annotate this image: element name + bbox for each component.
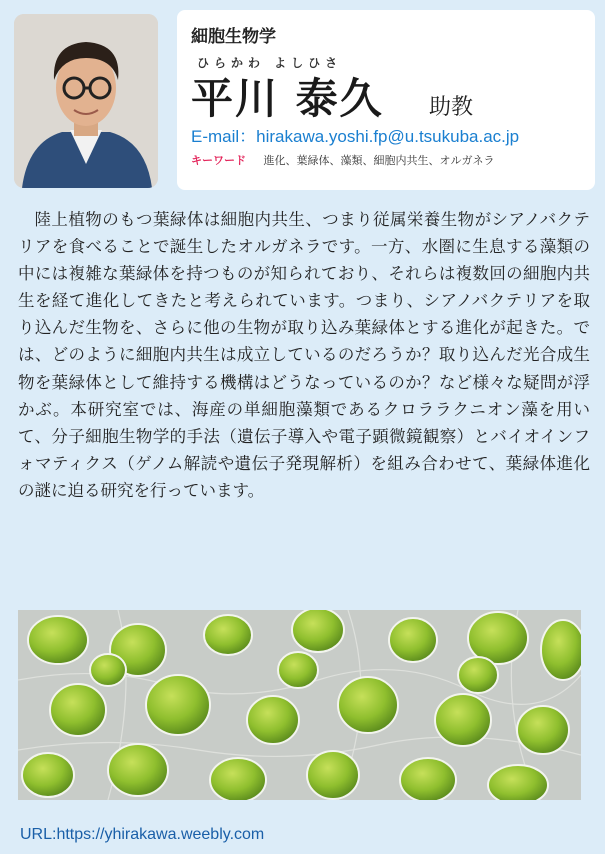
position-title: 助教 [429, 95, 474, 120]
profile-card [177, 10, 595, 190]
research-description: 陸上植物のもつ葉緑体は細胞内共生、つまり従属栄養生物がシアノバクテリアを食べることで誕生したオルガネラです。一方、水圏に生息する藻類の中には複雑な葉緑体を持つものが知られており、それらは複数回の細胞内共生を経て進化してきたと考えられています。つまり、シアノバクテリアを取り込んだ生物を、さらに他の生物が取り込み葉緑体とする進化が起きた。では、どのように細胞内共生は成立しているのだろうか？取り込んだ光合成生物を葉緑体として維持する機構はどうなっているのか？など様々な疑問が浮かぶ。本研究室では、海産の単細胞藻類であるクロララクニオン藻を用いて、分子細胞生物学的手法（遺伝子導入や電子顕微鏡観察）とバイオインフォマティクス（ゲノム解読や遺伝子発現解析）を組み合わせて、葉緑体進化の謎に迫る研究を行っています。 [18, 210, 590, 500]
research-field: 細胞生物学 [191, 27, 276, 47]
email-address[interactable]: E-mail：hirakawa.yoshi.fp@u.tsukuba.ac.jp [191, 127, 520, 146]
keywords-list: 進化、葉緑体、藻類、細胞内共生、オルガネラ [263, 154, 495, 167]
portrait-photo [14, 14, 158, 188]
algae-micrograph [18, 610, 581, 800]
person-name: 平川 泰久 [191, 74, 384, 123]
keywords-row [191, 152, 495, 168]
lab-url[interactable]: URL:https://yhirakawa.weebly.com [20, 826, 265, 843]
name-reading: ひらかわ よしひさ [197, 56, 343, 70]
keywords-label: キーワード [191, 154, 246, 167]
